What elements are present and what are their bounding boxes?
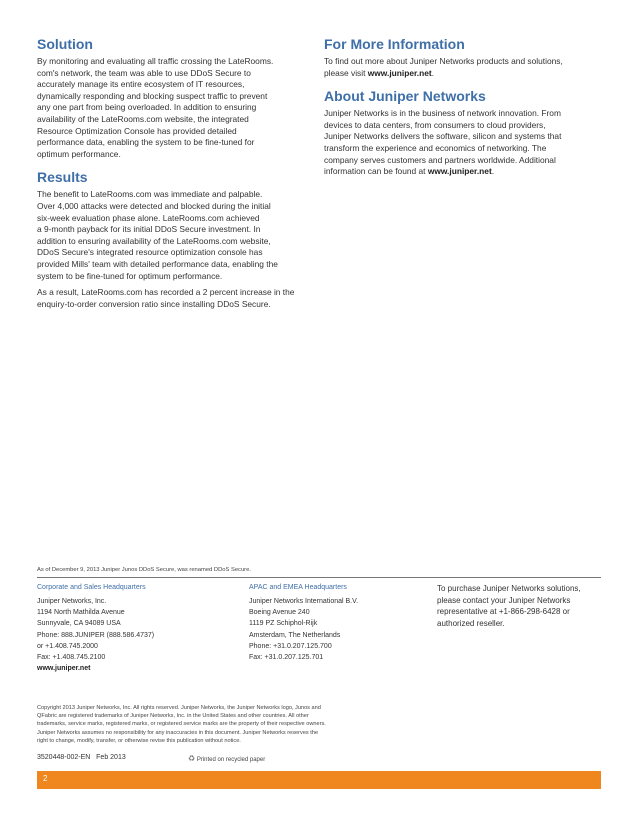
text-line: availability of the LateRooms.com website, the integrated	[37, 113, 249, 124]
text-span: .	[491, 166, 495, 177]
text-line: Resource Optimization Console has provided detailed	[37, 125, 237, 136]
copyright-line: Juniper Networks assumes no responsibility for any inaccuracies in this document. Juniper Networks reserves the	[37, 729, 319, 736]
corporate-hq-heading: Corporate and Sales Headquarters	[37, 584, 146, 591]
address-line: Sunnyvale, CA 94089 USA	[37, 620, 121, 628]
solution-heading: Solution	[37, 36, 93, 52]
document-number: 3520448-002-EN Feb 2013	[37, 754, 126, 761]
text-span: please visit	[324, 67, 368, 78]
fax-line: Fax: +1.408.745.2100	[37, 654, 106, 662]
copyright-block	[37, 704, 437, 745]
about-body	[324, 108, 599, 178]
results-body	[37, 189, 307, 310]
text-line: devices to data centers, from consumers to cloud providers,	[324, 119, 546, 130]
text-line: enquiry-to-order conversion ratio since installing DDoS Secure.	[37, 298, 271, 309]
copyright-line: QFabric are registered trademarks of Juniper Networks, Inc. in the United States and other countries. All other	[37, 713, 309, 720]
copyright-line: trademarks, service marks, registered marks, or registered service marks are the property of their respective owners.	[37, 721, 326, 728]
juniper-website-link[interactable]: www.juniper.net	[427, 166, 492, 177]
text-line: representative at +1-866-298-6428 or	[437, 607, 570, 617]
text-line: six-week evaluation phase alone. LateRooms.com achieved	[37, 212, 260, 223]
copyright-line: Copyright 2013 Juniper Networks, Inc. All rights reserved. Juniper Networks, the Juniper Networks logo, Junos and	[37, 705, 321, 711]
text-line: To find out more about Juniper Networks products and solutions,	[324, 56, 563, 66]
text-line: DDoS Secure's integrated resource optimization console has	[37, 247, 263, 258]
text-line: any one part from being overloaded. In addition to ensuring	[37, 102, 257, 113]
more-info-body	[324, 56, 599, 79]
left-column	[37, 36, 307, 310]
purchase-info-block	[437, 583, 602, 629]
text-line: authorized reseller.	[437, 618, 505, 628]
apac-emea-heading: APAC and EMEA Headquarters	[249, 584, 347, 591]
text-line: Juniper Networks delivers the software, silicon and systems that	[324, 131, 562, 142]
footer-divider	[37, 577, 601, 578]
right-column	[324, 36, 599, 178]
text-line	[324, 166, 599, 178]
address-line: Juniper Networks, Inc.	[37, 598, 107, 605]
text-span: information can be found at	[324, 166, 428, 177]
copyright-line: right to change, modify, transfer, or otherwise revise this publication without notice.	[37, 737, 241, 744]
address-line: Boeing Avenue 240	[249, 609, 310, 617]
text-line: The benefit to LateRooms.com was immediate and palpable.	[37, 189, 263, 200]
corporate-hq-block	[37, 584, 237, 674]
text-line	[324, 68, 599, 80]
text-line: com's network, the team was able to use DDoS Secure to	[37, 67, 251, 78]
page-footer-bar	[37, 771, 601, 789]
address-line: 1119 PZ Schiphol-Rijk	[249, 620, 318, 628]
text-line: addition to ensuring availability of the LateRooms.com website,	[37, 235, 271, 246]
recycled-label: Printed on recycled paper	[196, 757, 266, 763]
recycled-note	[188, 754, 265, 763]
text-line: company serves customers and partners worldwide. Additional	[324, 154, 556, 165]
apac-emea-hq-block	[249, 584, 424, 663]
phone-line: Phone: +31.0.207.125.700	[249, 642, 332, 650]
text-line: accurately manage its entire ecosystem of IT resources,	[37, 79, 245, 90]
text-span: .	[431, 67, 434, 78]
text-line: By monitoring and evaluating all traffic crossing the LateRooms.	[37, 56, 274, 66]
address-line: Amsterdam, The Netherlands	[249, 631, 341, 639]
text-line: To purchase Juniper Networks solutions,	[437, 584, 581, 593]
address-line: 1194 North Mathilda Avenue	[37, 609, 125, 617]
more-info-heading: For More Information	[324, 36, 465, 52]
address-line: Juniper Networks International B.V.	[249, 598, 359, 605]
text-line: a 9-month payback for its initial DDoS Secure investment. In	[37, 224, 261, 235]
website-link[interactable]: www.juniper.net	[37, 665, 91, 673]
results-heading: Results	[37, 169, 88, 186]
text-line: optimum performance.	[37, 148, 121, 159]
text-line: transform the experience and economics of networking. The	[324, 142, 547, 153]
about-heading: About Juniper Networks	[324, 88, 486, 105]
juniper-website-link[interactable]: www.juniper.net	[367, 67, 432, 78]
phone-line: Phone: 888.JUNIPER (888.586.4737)	[37, 631, 155, 639]
text-line: system to be fine-tuned for optimum performance.	[37, 270, 223, 281]
footnote: As of December 9, 2013 Juniper Junos DDoS Secure, was renamed DDoS Secure.	[37, 567, 251, 573]
phone-line: or +1.408.745.2000	[37, 642, 98, 650]
text-line: performance data, enabling the system to be fine-tuned for	[37, 137, 255, 148]
text-line: Over 4,000 attacks were detected and blocked during the initial	[37, 200, 271, 211]
text-line: please contact your Juniper Networks	[437, 595, 571, 605]
solution-body	[37, 56, 307, 160]
text-line: provided Mills' team with detailed performance data, enabling the	[37, 258, 278, 269]
text-line: Juniper Networks is in the business of network innovation. From	[324, 108, 561, 119]
page-number: 2	[43, 774, 48, 783]
text-line: dynamically responding and blocking suspect traffic to prevent	[37, 90, 268, 101]
fax-line: Fax: +31.0.207.125.701	[249, 654, 324, 662]
recycle-icon: ♻	[188, 754, 196, 763]
text-line: As a result, LateRooms.com has recorded a 2 percent increase in the	[37, 287, 295, 298]
